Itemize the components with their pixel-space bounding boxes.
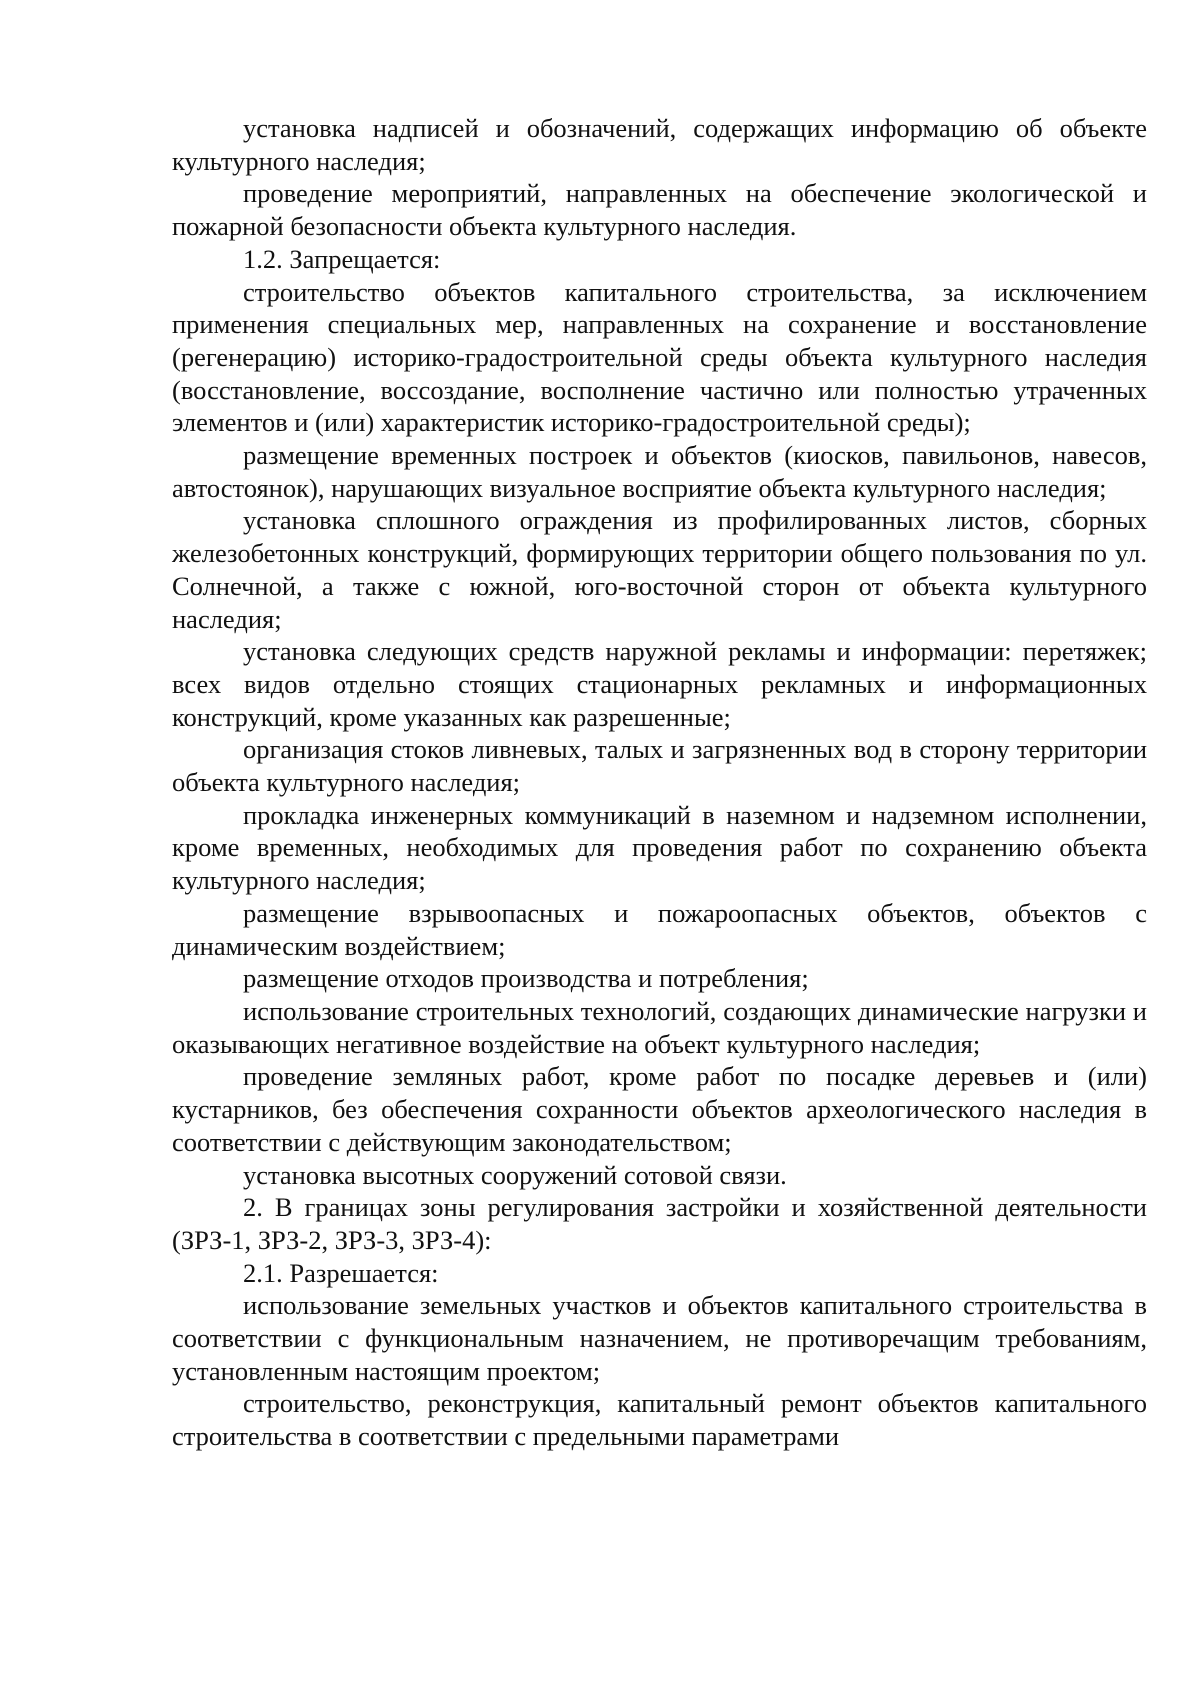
paragraph: строительство, реконструкция, капитальный ремонт объектов капитального строительства в соответствии с предельными параметрами xyxy=(172,1388,1147,1452)
paragraph: проведение земляных работ, кроме работ по посадке деревьев и (или) кустарников, без обеспечения сохранности объектов археологического наследия в соответствии с действующим законодательством; xyxy=(172,1061,1147,1157)
paragraph: организация стоков ливневых, талых и загрязненных вод в сторону территории объекта культурного наследия; xyxy=(172,734,1147,798)
paragraph: строительство объектов капитального строительства, за исключением применения специальных мер, направленных на сохранение и восстановление (регенерацию) историко-градостроительной среды объекта культурного наследия (восстановление, воссоздание, восполнение частично или полностью утраченных элементов и (или) характеристик историко-градостроительной среды); xyxy=(172,276,1147,438)
paragraph: размещение временных построек и объектов (киосков, павильонов, навесов, автостоянок), нарушающих визуальное восприятие объекта культурного наследия; xyxy=(172,440,1147,503)
paragraph: проведение мероприятий, направленных на обеспечение экологической и пожарной безопасности объекта культурного наследия. xyxy=(172,178,1147,242)
paragraph: размещение взрывоопасных и пожароопасных объектов, объектов с динамическим воздействием; xyxy=(172,897,1147,961)
section-heading: 2.1. Разрешается: xyxy=(243,1257,439,1288)
paragraph: установка сплошного ограждения из профилированных листов, сборных железобетонных конструкций, формирующих территории общего пользования по ул. Солнечной, а также с южной, юго-восточной сторон от объекта культурного наследия; xyxy=(172,505,1147,634)
paragraph: установка надписей и обозначений, содержащих информацию об объекте культурного наследия; xyxy=(172,113,1147,176)
document-page xyxy=(172,112,1147,1453)
paragraph: установка следующих средств наружной рекламы и информации: перетяжек; всех видов отдельно стоящих стационарных рекламных и информационных конструкций, кроме указанных как разрешенные; xyxy=(172,636,1147,732)
paragraph: установка высотных сооружений сотовой связи. xyxy=(243,1159,787,1190)
section-heading: 1.2. Запрещается: xyxy=(243,243,441,274)
section-heading: 2. В границах зоны регулирования застройки и хозяйственной деятельности (ЗРЗ-1, ЗРЗ-2, ЗРЗ-3, ЗРЗ-4): xyxy=(172,1192,1147,1255)
paragraph: размещение отходов производства и потребления; xyxy=(243,963,809,994)
paragraph: прокладка инженерных коммуникаций в наземном и надземном исполнении, кроме временных, необходимых для проведения работ по сохранению объекта культурного наследия; xyxy=(172,799,1147,896)
paragraph: использование земельных участков и объектов капитального строительства в соответствии с функциональным назначением, не противоречащим требованиям, установленным настоящим проектом; xyxy=(172,1290,1147,1386)
paragraph: использование строительных технологий, создающих динамические нагрузки и оказывающих негативное воздействие на объект культурного наследия; xyxy=(172,995,1147,1059)
